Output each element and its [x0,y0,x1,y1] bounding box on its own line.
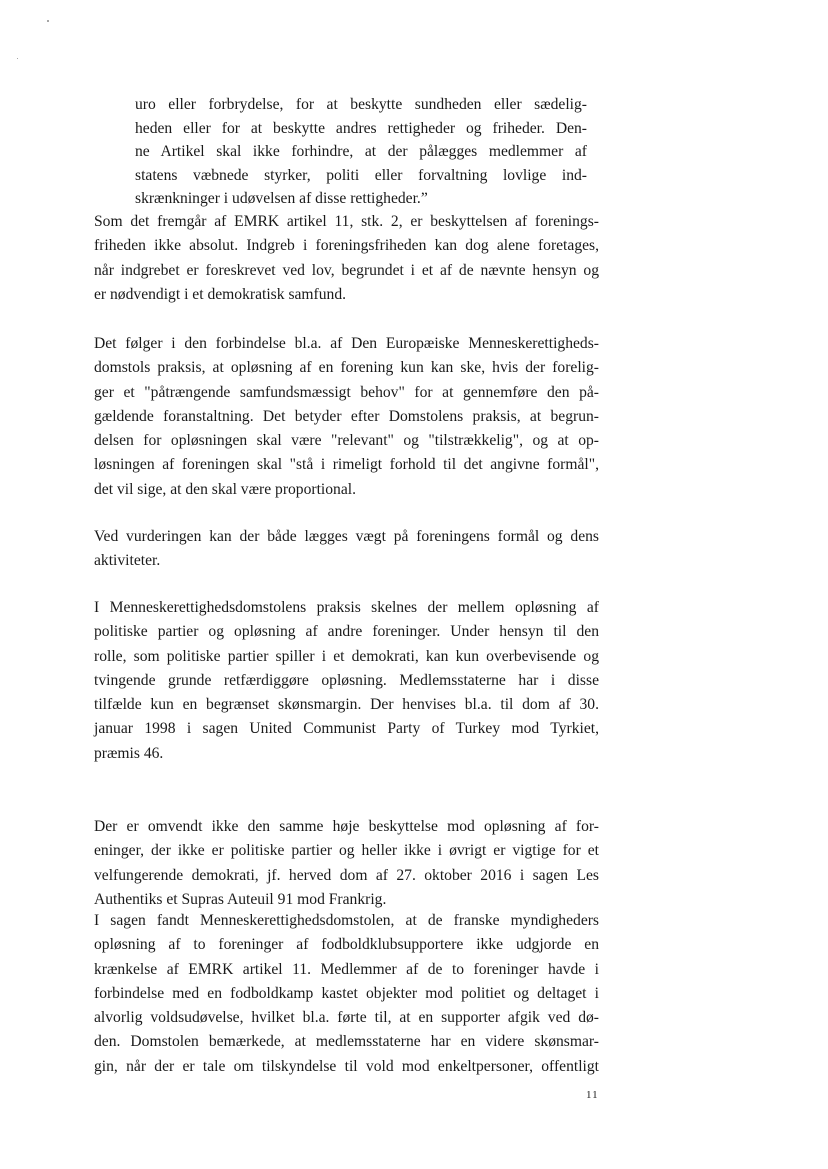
paragraph-line: politiske partier og opløsning af andre foreninger. Under hensyn til den [94,623,599,641]
paragraph-line: delsen for opløsningen skal være "relevant" og "tilstrækkelig", og at op- [94,432,599,450]
paragraph-line: præmis 46. [94,744,164,762]
quote-line: statens væbnede styrker, politi eller forvaltning lovlige ind- [135,166,587,184]
paragraph-line: krænkelse af EMRK artikel 11. Medlemmer af de to foreninger havde i [94,960,599,978]
quote-line: heden eller for at beskytte andres rettigheder og friheder. Den- [135,119,587,137]
paragraph-line: Authentiks et Supras Auteuil 91 mod Frankrig. [94,890,387,908]
paragraph-line: domstols praksis, at opløsning af en forening kun kan ske, hvis der forelig- [94,359,599,377]
paragraph-6 [94,909,599,1079]
paragraph-3 [94,525,599,574]
paragraph-line: Som det fremgår af EMRK artikel 11, stk. 2, er beskyttelsen af forenings- [94,213,599,230]
quote-line: uro eller forbrydelse, for at beskytte sundheden eller sædelig- [135,96,587,113]
quote-line: skrænkninger i udøvelsen af disse rettigheder.” [135,190,428,207]
paragraph-1 [94,210,599,307]
paragraph-line: forbindelse med en fodboldkamp kastet objekter mod politiet og deltaget i [94,984,599,1002]
paragraph-line: gin, når der er tale om tilskyndelse til vold mod enkeltpersoner, offentligt [94,1057,599,1075]
scan-speck [47,20,49,22]
paragraph-line: er nødvendigt i et demokratisk samfund. [94,285,347,303]
paragraph-line: I Menneskerettighedsdomstolens praksis skelnes der mellem opløsning af [94,599,599,616]
paragraph-line: når indgrebet er foreskrevet ved lov, begrundet i et af de nævnte hensyn og [94,261,599,279]
paragraph-line: tilfælde kun en begrænset skønsmargin. Der henvises bl.a. til dom af 30. [94,696,599,714]
paragraph-line: eninger, der ikke er politiske partier og heller ikke i øvrigt er vigtige for et [94,842,599,860]
paragraph-line: Det følger i den forbindelse bl.a. af Den Europæiske Menneskerettigheds- [94,335,599,352]
paragraph-line: ger et "påtrængende samfundsmæssigt behov" for at gennemføre den på- [94,383,599,401]
paragraph-line: løsningen af foreningen skal "stå i rimeligt forhold til det angivne formål", [94,456,599,474]
paragraph-5 [94,815,599,912]
paragraph-line: januar 1998 i sagen United Communist Party of Turkey mod Tyrkiet, [94,720,599,738]
paragraph-line: velfungerende demokrati, jf. herved dom af 27. oktober 2016 i sagen Les [94,866,599,884]
paragraph-line: gældende foranstaltning. Det betyder efter Domstolens praksis, at begrun- [94,407,599,425]
paragraph-line: friheden ikke absolut. Indgreb i foreningsfriheden kan dog alene foretages, [94,237,599,255]
paragraph-line: Ved vurderingen kan der både lægges vægt på foreningens formål og dens [94,528,599,545]
paragraph-line: tvingende grunde retfærdiggøre opløsning. Medlemsstaterne har i disse [94,671,599,689]
paragraph-line: Der er omvendt ikke den samme høje beskyttelse mod opløsning af for- [94,818,599,835]
paragraph-line: aktiviteter. [94,552,161,570]
quote-line: ne Artikel skal ikke forhindre, at der pålægges medlemmer af [135,143,587,160]
quote-block [135,93,587,211]
paragraph-line: rolle, som politiske partier spiller i et demokrati, kan kun overbevisende og [94,647,599,665]
paragraph-line: I sagen fandt Menneskerettighedsdomstolen, at de franske myndigheders [94,912,599,929]
page-number: 11 [586,1089,599,1101]
paragraph-2 [94,332,599,502]
paragraph-line: alvorlig voldsudøvelse, hvilket bl.a. førte til, at en supporter afgik ved dø- [94,1009,599,1027]
scan-speck [17,58,18,59]
paragraph-line: den. Domstolen bemærkede, at medlemsstaterne har en videre skønsmar- [94,1033,599,1051]
paragraph-line: opløsning af to foreninger af fodboldklubsupportere ikke udgjorde en [94,936,599,954]
paragraph-4 [94,596,599,766]
paragraph-line: det vil sige, at den skal være proportional. [94,480,357,498]
